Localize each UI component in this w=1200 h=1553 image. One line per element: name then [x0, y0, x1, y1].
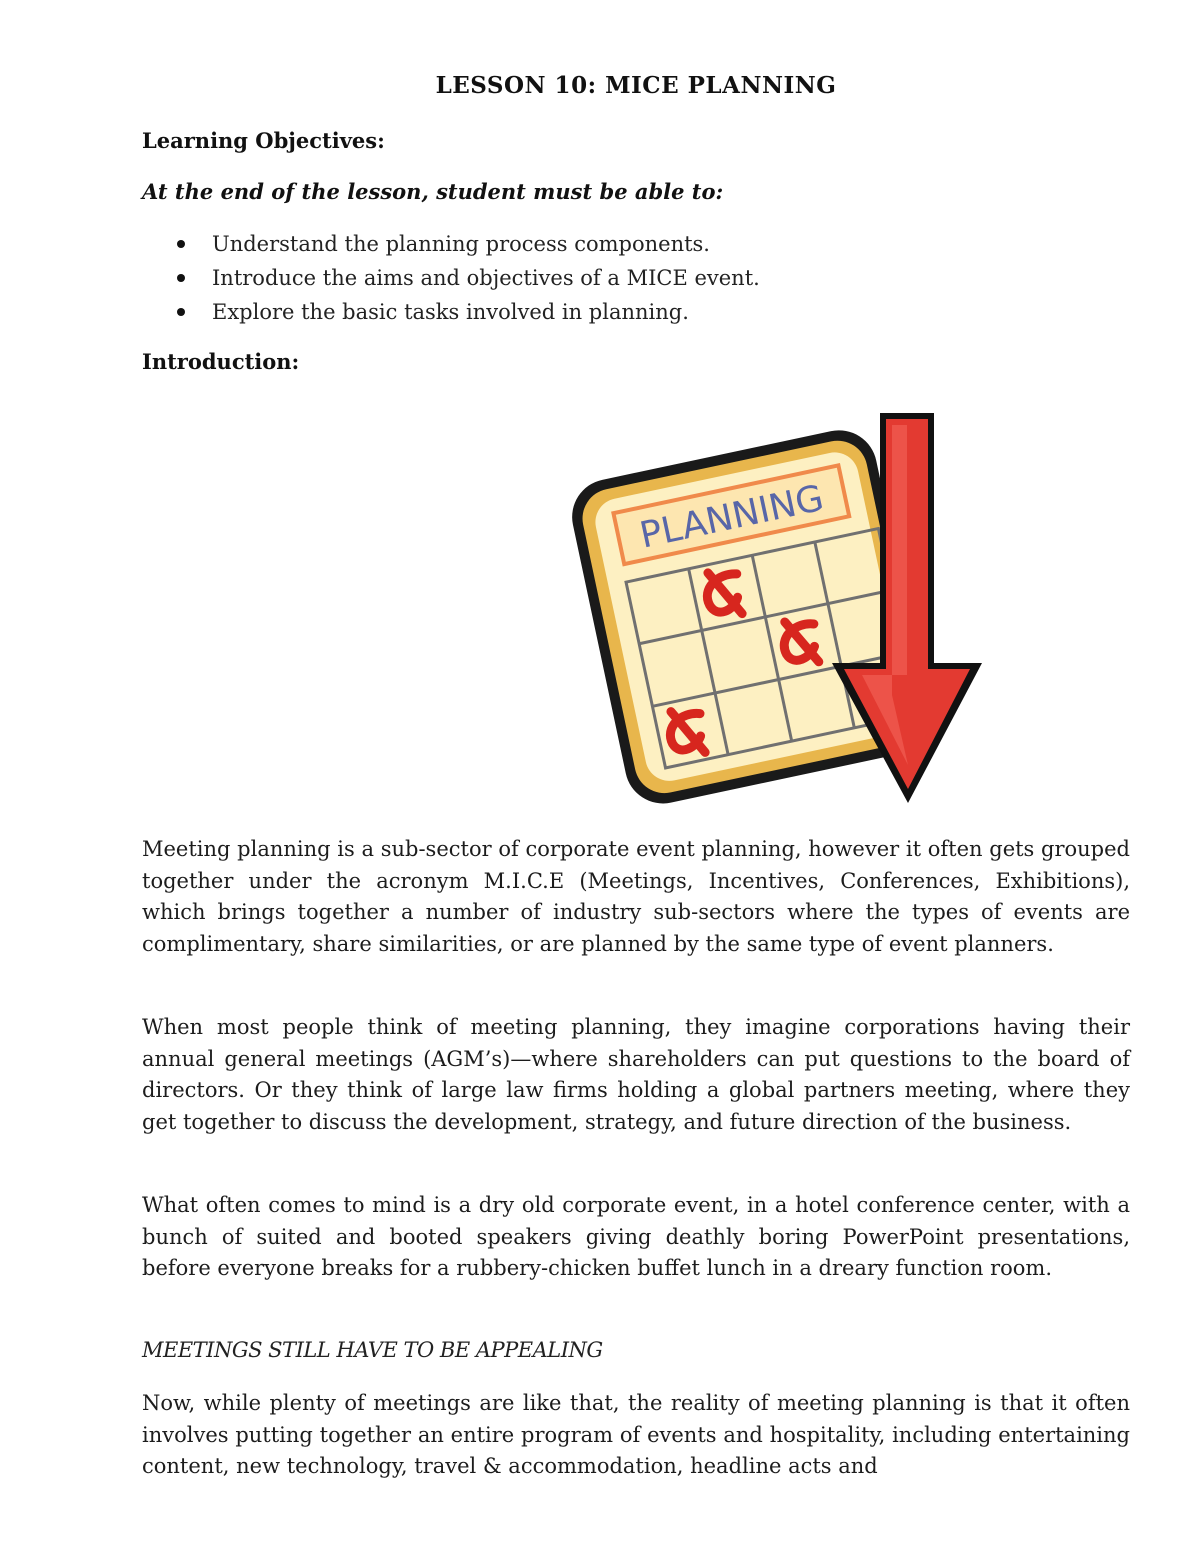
objective-text: Explore the basic tasks involved in planning. [212, 300, 689, 324]
section-title: MEETINGS STILL HAVE TO BE APPEALING [142, 1338, 603, 1362]
illustration-label: PLANNING [636, 477, 828, 557]
paragraph-4: Now, while plenty of meetings are like that, the reality of meeting planning is that it often involves putting together an entire program of events and hospitality, including entertaining content, new technology, travel & accommodation, headline acts and [142, 1391, 1130, 1479]
list-item [142, 229, 760, 263]
objectives-intro: At the end of the lesson, student must be able to: [142, 179, 724, 204]
paragraph-2: When most people think of meeting planning, they imagine corporations having their annual general meetings (AGM’s)—where shareholders can put questions to the board of directors. Or they think of large law firms holding a global partners meeting, where they get together to discuss the development, strategy, and future direction of the business. [142, 1015, 1130, 1134]
bullet-icon [177, 240, 185, 248]
lesson-title: LESSON 10: MICE PLANNING [435, 72, 837, 99]
objective-text: Introduce the aims and objectives of a MICE event. [212, 266, 760, 290]
list-item [142, 297, 760, 331]
objectives-list [142, 229, 760, 331]
planning-calendar-icon [562, 405, 992, 810]
bullet-icon [177, 274, 185, 282]
list-item [142, 263, 760, 297]
bullet-icon [177, 308, 185, 316]
learning-objectives-heading: Learning Objectives: [142, 128, 385, 153]
objective-text: Understand the planning process components. [212, 232, 710, 256]
paragraph-3: What often comes to mind is a dry old corporate event, in a hotel conference center, with a bunch of suited and booted speakers giving deathly boring PowerPoint presentations, before everyone breaks for a rubbery-chicken buffet lunch in a dreary function room. [142, 1193, 1130, 1281]
paragraph-1: Meeting planning is a sub-sector of corporate event planning, however it often gets grouped together under the acronym M.I.C.E (Meetings, Incentives, Conferences, Exhibitions), which brings together a number of industry sub-sectors where the types of events are complimentary, share similarities, or are planned by the same type of event planners. [142, 837, 1130, 956]
introduction-heading: Introduction: [142, 349, 300, 374]
